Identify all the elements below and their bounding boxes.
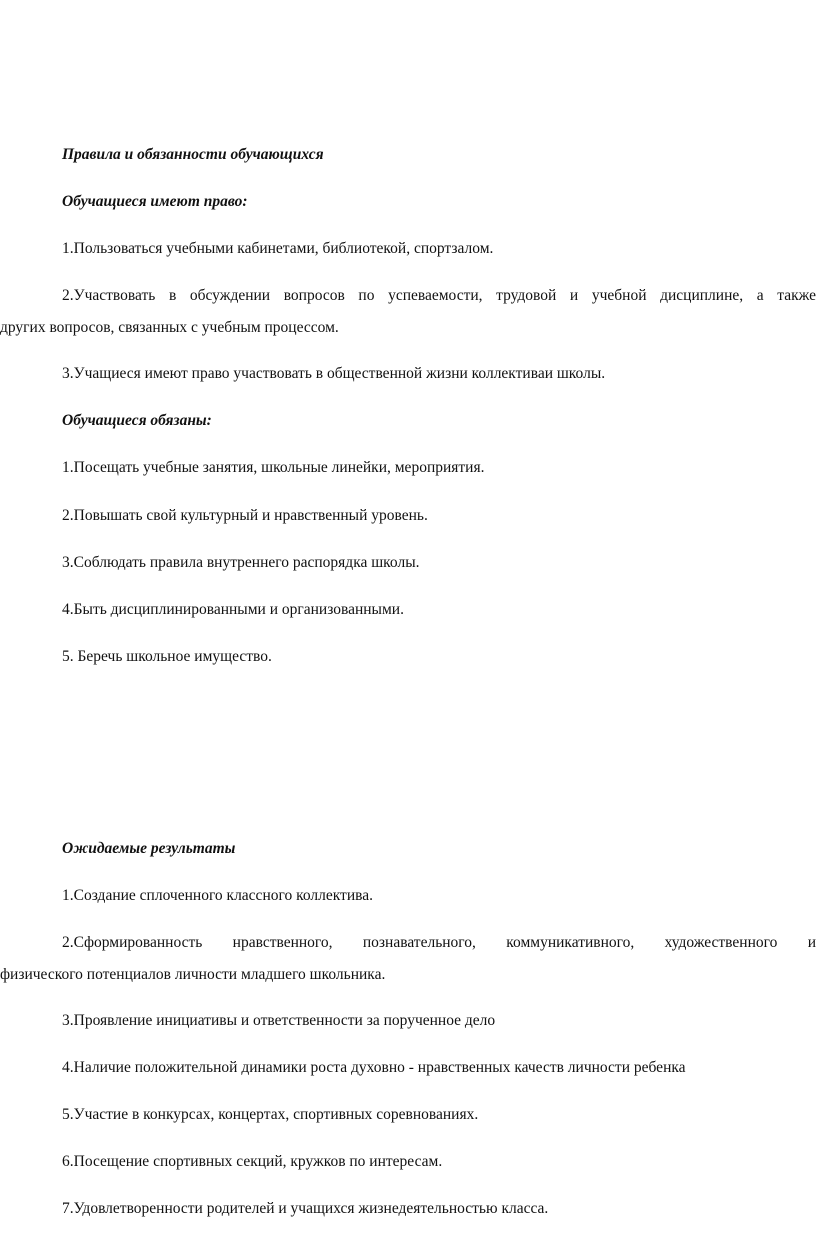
results-item-2	[0, 933, 816, 985]
duties-item-4: 4.Быть дисциплинированными и организованными.	[62, 601, 404, 618]
duties-item-5: 5. Беречь школьное имущество.	[62, 648, 272, 665]
rights-item-2	[0, 286, 816, 338]
results-item-7: 7.Удовлетворенности родителей и учащихся жизнедеятельностью класса.	[62, 1200, 549, 1217]
section-title-results: Ожидаемые результаты	[62, 840, 236, 857]
duties-item-3: 3.Соблюдать правила внутреннего распорядка школы.	[62, 554, 420, 571]
duties-item-2: 2.Повышать свой культурный и нравственный уровень.	[62, 507, 428, 524]
results-item-5: 5.Участие в конкурсах, концертах, спортивных соревнованиях.	[62, 1106, 479, 1123]
rights-item-2-line1: 2.Участвовать в обсуждении вопросов по успеваемости, трудовой и учебной дисциплине, а также	[62, 287, 816, 304]
results-item-2-line2: физического потенциалов личности младшего школьника.	[0, 966, 386, 983]
rights-heading: Обучащиеся имеют право:	[62, 193, 248, 210]
results-item-6: 6.Посещение спортивных секций, кружков по интересам.	[62, 1153, 443, 1170]
results-item-3: 3.Проявление инициативы и ответственности за порученное дело	[62, 1012, 496, 1029]
section-title-rules: Правила и обязанности обучающихся	[62, 146, 324, 163]
results-item-1: 1.Создание сплоченного классного коллектива.	[62, 887, 373, 904]
rights-item-3: 3.Учащиеся имеют право участвовать в общественной жизни коллективаи школы.	[62, 365, 606, 382]
rights-item-1: 1.Пользоваться учебными кабинетами, библиотекой, спортзалом.	[62, 240, 494, 257]
duties-heading: Обучащиеся обязаны:	[62, 412, 212, 429]
results-item-2-line1: 2.Сформированность нравственного, познавательного, коммуникативного, художественного и	[62, 934, 816, 951]
rights-item-2-line2: других вопросов, связанных с учебным процессом.	[0, 319, 339, 336]
duties-item-1: 1.Посещать учебные занятия, школьные линейки, мероприятия.	[62, 459, 485, 476]
results-item-4: 4.Наличие положительной динамики роста духовно - нравственных качеств личности ребенка	[62, 1059, 686, 1076]
